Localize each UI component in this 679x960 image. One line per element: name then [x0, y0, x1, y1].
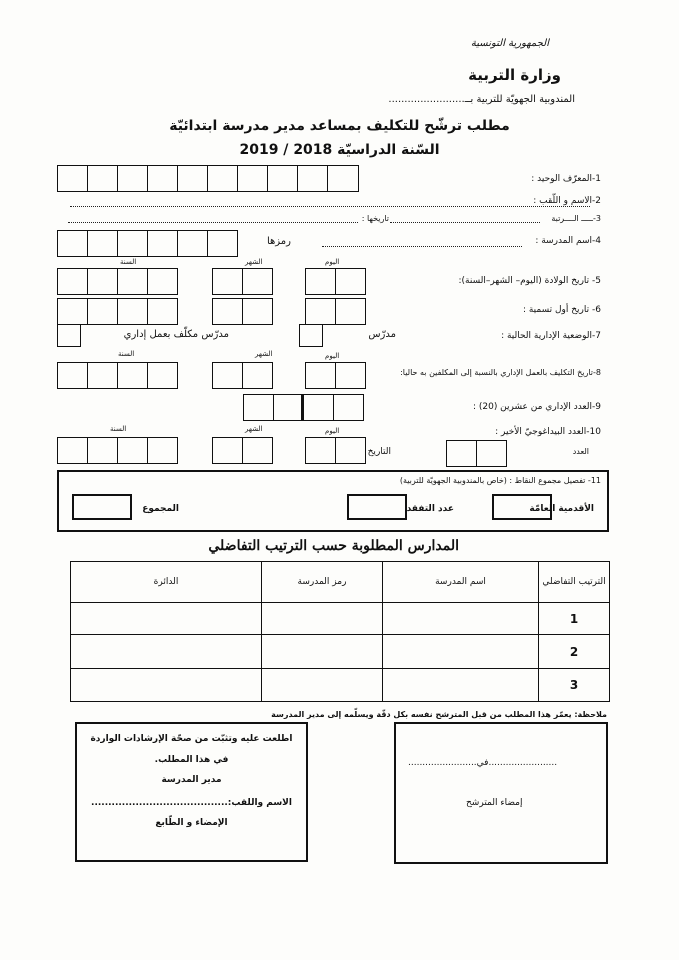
school-year: السّنة الدراسيّة 2018 / 2019	[239, 142, 440, 158]
regional-office-label: المندوبية الجهويّة للتربية بــ........................	[388, 94, 575, 105]
col-school-code-header: رمز المدرسة	[262, 562, 383, 603]
ped-year-label: السنة	[110, 425, 127, 433]
ped-month-label: الشهر	[245, 425, 263, 433]
school-code-cell[interactable]	[262, 669, 383, 702]
rank-number: 3	[539, 669, 610, 702]
director-line-1: اطلعت عليه وتثبّت من صحّة الإرشادات الواردة	[90, 734, 293, 744]
inspection-label: عدد التفقد	[406, 504, 454, 514]
full-name-line[interactable]	[70, 206, 590, 207]
teacher-checkbox[interactable]	[299, 324, 323, 347]
school-name-cell[interactable]	[383, 635, 539, 669]
total-box[interactable]	[72, 494, 132, 520]
birth-year-cells[interactable]	[57, 268, 181, 295]
ped-day-label: اليوم	[325, 427, 340, 435]
district-cell[interactable]	[71, 669, 262, 702]
note-text: ملاحظة: يعمّر هذا المطلب من قبل المترشح نفسه بكل دقّة ويسلّمه إلى مدير المدرسة	[271, 710, 607, 719]
grade-date-label: تاريخها :	[361, 214, 389, 223]
assign-month-cells[interactable]	[212, 362, 274, 389]
points-breakdown-label: 11- تفصيل مجموع النقاط : (خاص بالمندوبية الجهويّة للتربية)	[399, 476, 601, 485]
school-name-line[interactable]	[322, 246, 522, 247]
district-cell[interactable]	[71, 635, 262, 669]
seniority-box[interactable]	[492, 494, 552, 520]
school-name-cell[interactable]	[383, 603, 539, 635]
ped-month-cells[interactable]	[212, 437, 274, 464]
ped-date-label: التاريخ	[367, 447, 391, 457]
full-name-label: 2-الاسم و اللّقب :	[533, 196, 601, 206]
birth-day-label: اليوم	[325, 258, 340, 266]
district-cell[interactable]	[71, 603, 262, 635]
first-appointment-label: 6- تاريخ أول تسمية :	[522, 305, 601, 315]
form-title: مطلب ترشّح للتكليف بمساعد مدير مدرسة ابتدائيّة	[169, 118, 510, 134]
school-code-label: رمزها	[266, 236, 291, 247]
grade-line[interactable]	[390, 222, 540, 223]
grade-date-line[interactable]	[68, 222, 358, 223]
ped-day-cells[interactable]	[305, 437, 367, 464]
director-signature-label: الإمضاء و الطّابع	[155, 818, 228, 828]
school-name-cell[interactable]	[383, 669, 539, 702]
assign-month-label: الشهر	[255, 350, 273, 358]
col-district-header: الدائرة	[71, 562, 262, 603]
ped-score-label: العدد	[572, 447, 589, 456]
republic-label: الجمهورية التونسية	[470, 38, 549, 49]
assign-year-cells[interactable]	[57, 362, 181, 389]
assignment-date-label: 8-تاريخ التكليف بالعمل الإداري بالنسبة إلى المكلفين به حاليا:	[400, 368, 601, 377]
ped-score-cells[interactable]	[446, 440, 508, 467]
appointment-month-cells[interactable]	[212, 298, 274, 325]
col-rank-header: الترتيب التفاضلي	[539, 562, 610, 603]
total-label: المجموع	[142, 504, 179, 514]
candidate-box	[394, 722, 608, 864]
rank-number: 1	[539, 603, 610, 635]
admin-score-label: 9-العدد الإداري من عشرين (20) :	[472, 402, 601, 412]
unique-id-label: 1-المعرّف الوحيد :	[531, 174, 601, 184]
unique-id-cells[interactable]	[57, 165, 368, 192]
seniority-label: الأقدمية العامّة	[529, 504, 594, 514]
candidate-date-line[interactable]: ........................في........................	[408, 758, 558, 768]
candidate-signature-label: إمضاء المترشح	[466, 798, 523, 808]
assign-day-label: اليوم	[325, 352, 340, 360]
school-code-cell[interactable]	[262, 635, 383, 669]
birth-month-cells[interactable]	[212, 268, 274, 295]
admin-status-label: 7-الوضعية الإدارية الحالية :	[501, 331, 601, 341]
admin-teacher-option-label: مدرّس مكلّف بعمل إداري	[123, 329, 229, 340]
rank-number: 2	[539, 635, 610, 669]
grade-label: 3-ـــــ الــــرتبة	[551, 214, 601, 223]
admin-score-cells[interactable]	[243, 394, 367, 421]
admin-teacher-checkbox[interactable]	[57, 324, 81, 347]
ministry-label: وزارة التربية	[468, 66, 561, 84]
pedagogical-score-label: 10-العدد البيداغوجيّ الأخير :	[495, 427, 601, 437]
teacher-option-label: مدرّس	[368, 329, 396, 340]
appointment-day-cells[interactable]	[305, 298, 367, 325]
schools-heading: المدارس المطلوبة حسب الترتيب التفاضلي	[208, 538, 459, 554]
school-code-cell[interactable]	[262, 603, 383, 635]
director-line-2: في هذا المطلب.	[154, 755, 229, 765]
schools-table	[70, 561, 610, 702]
school-name-label: 4-اسم المدرسة :	[535, 236, 601, 246]
birth-day-cells[interactable]	[305, 268, 367, 295]
col-school-name-header: اسم المدرسة	[383, 562, 539, 603]
ped-year-cells[interactable]	[57, 437, 181, 464]
school-code-cells[interactable]	[57, 230, 243, 257]
appointment-year-cells[interactable]	[57, 298, 181, 325]
director-name-line[interactable]: الاسم واللقب:........................................	[91, 798, 292, 808]
assign-year-label: السنة	[118, 350, 135, 358]
birth-date-label: 5- تاريخ الولادة (اليوم– الشهر–السنة):	[458, 276, 601, 286]
birth-month-label: الشهر	[245, 258, 263, 266]
director-line-3: مدير المدرسة	[161, 775, 222, 785]
assign-day-cells[interactable]	[305, 362, 367, 389]
birth-year-label: السنة	[120, 258, 137, 266]
inspection-box[interactable]	[347, 494, 407, 520]
